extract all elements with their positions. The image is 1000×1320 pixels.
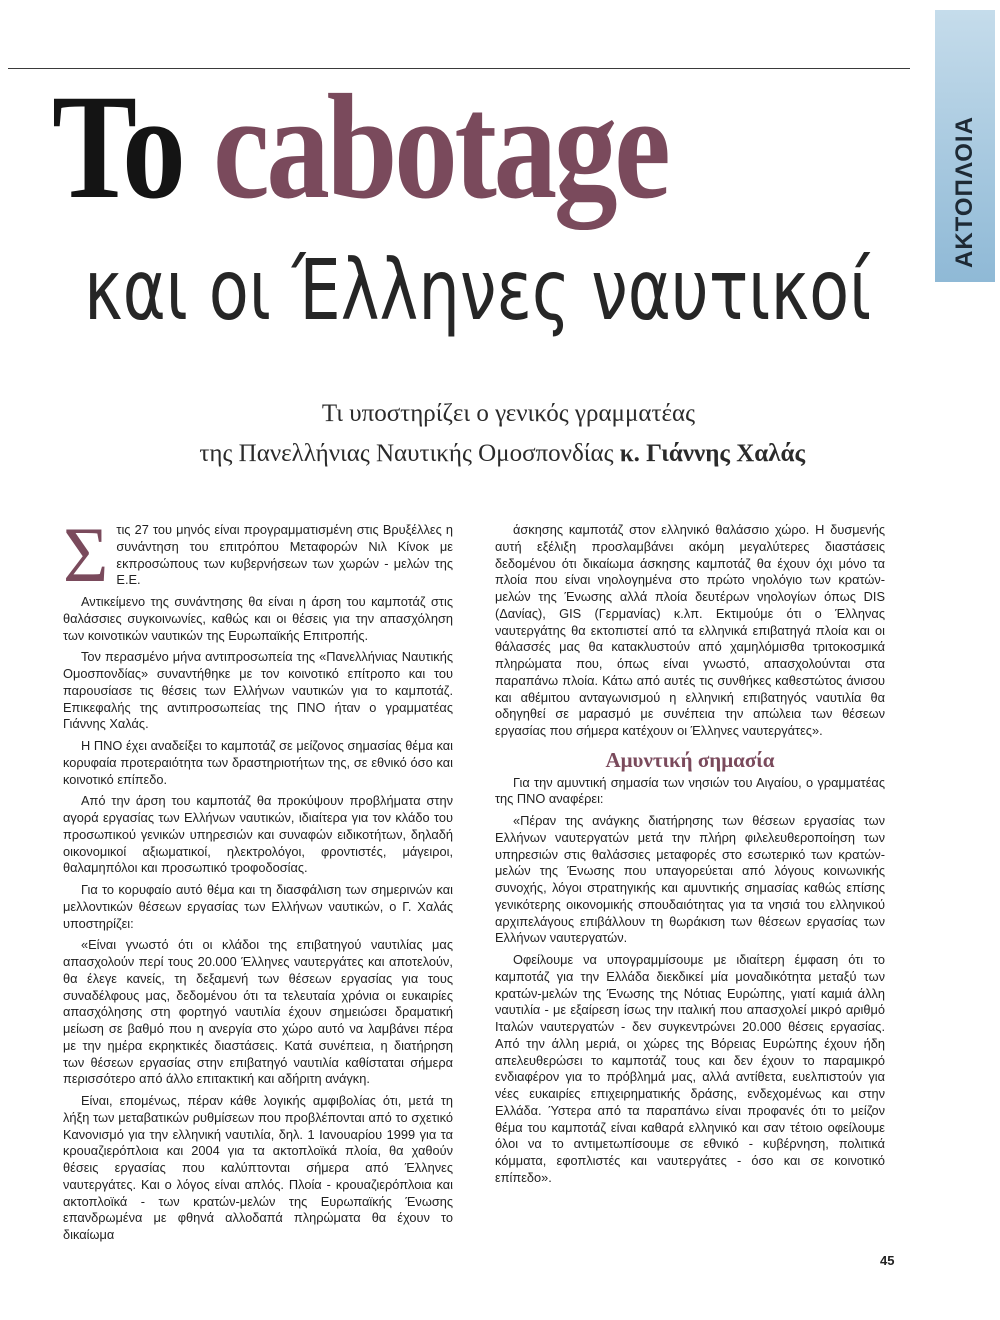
section-tab-label: ΑΚΤΟΠΛΟΙΑ xyxy=(951,116,978,268)
subtitle-line2 xyxy=(105,440,805,468)
article-paragraph: Για το κορυφαίο αυτό θέμα και τη διασφάλιση των σημερινών και μελλοντικών θέσεων εργασίας των Ελλήνων ναυτικών, ο Γ. Χαλάς υποστηρίζει: xyxy=(63,882,453,931)
article-paragraph: «Είναι γνωστό ότι οι κλάδοι της επιβατηγού ναυτιλίας μας απασχολούν περί τους 20.000 Έλληνες ναυτεργάτες και αποτελούν, θα έλεγε κανείς, τη δεξαμενή των θέσεων εργασίας για τους συναδέλφους μας, δεδομένου ότι τα τελευταία χρόνια οι ευκαιρίες απασχόλησης στη φορτηγό ναυτιλία έχουν σημειώσει δραματική μείωση σε βαθμό που η ανεργία στο χώρο αυτό να λαμβάνει πέρα με την ημέρα εκρηκτικές διαστάσεις. Κατά συνέπεια, η διατήρηση των θέσεων εργασίας στην επιβατηγό ναυτιλία καθίσταται σήμερα περισσότερο από άλλο επιτακτική και αδήριτη ανάγκη. xyxy=(63,937,453,1087)
article-paragraph: Από την άρση του καμποτάζ θα προκύψουν προβλήματα στην αγορά εργασίας των Ελλήνων ναυτικών, ιδιαίτερα για τον κλάδο του προσωπικού γενικών υπηρεσιών και συναφών ειδικοτήτων, δηλαδή οικονομικοί αξιωματικοί, ηλεκτρολόγοι, φροντιστές, μάγειροι, θαλαμηπόλοι και προσωπικό τροφοδοσίας. xyxy=(63,793,453,876)
headline-line2: και οι Έλληνες ναυτικοί xyxy=(84,241,872,339)
article-paragraph: «Πέραν της ανάγκης διατήρησης των θέσεων εργασίας των Ελλήνων ναυτεργατών μετά την πλήρη φιλελευθεροποίηση των υπηρεσιών στις θαλάσσιες μεταφορές στο εσωτερικό των κρατών-μελών της Ένωσης που υπαγορεύεται από λόγους κοινωνικής συνοχής, λόγοι στρατηγικής και αμυντικής σημασίας καθώς επίσης γενικότερης οικονομικής σπουδαιότητας για τα νησιά του ελληνικού αρχιπελάγους επιβάλλουν τη θωράκιση των θέσεων εργασίας των Ελλήνων ναυτεργατών. xyxy=(495,813,885,946)
page-number: 45 xyxy=(880,1253,895,1268)
subtitle-line1: Τι υποστηρίζει ο γενικός γραμματέας xyxy=(321,400,695,427)
article-paragraph: Αντικείμενο της συνάντησης θα είναι η άρση του καμποτάζ στις θαλάσσιες συγκοινωνίες, καθώς και οι θέσεις για την απασχόληση των κοινοτικών ναυτικών της Ευρωπαϊκής Επιτροπής. xyxy=(63,594,453,643)
article-paragraph xyxy=(63,511,453,598)
article-paragraph: Η ΠΝΟ έχει αναδείξει το καμποτάζ σε μείζονος σημασίας θέμα και κορυφαία προτεραιότητα των δραστηριοτήτων της, σε εθνικό όσο και κοινοτικό επίπεδο. xyxy=(63,738,453,787)
article-paragraph: Είναι, επομένως, πέραν κάθε λογικής αμφιβολίας ότι, μετά τη λήξη των μεταβατικών ρυθμίσεων που προβλέπονται από το σχετικό Κανονισμό για την ελληνική ναυτιλία, δηλ. 1 Ιανουαρίου 1999 για τα κρουαζιερόπλοια και 2004 για τα ακτοπλοϊκά πλοία, θα χαθούν θέσεις εργασίας που καλύπτονται σήμερα από Έλληνες ναυτεργάτες. Και ο λόγος είναι απλός. Πλοία - κρουαζιερόπλοια και ακτοπλοϊκά - των κρατών-μελών της Ευρωπαϊκής Ένωσης επανδρωμένα με φθηνά αλλοδαπά πληρώματα θα έχουν το δικαίωμα xyxy=(63,1093,453,1242)
drop-cap: Σ xyxy=(63,511,109,598)
article-paragraph: Για την αμυντική σημασία των νησιών του Αιγαίου, ο γραμματέας της ΠΝΟ αναφέρει: xyxy=(495,774,885,807)
section-subheading: Αμυντική σημασία xyxy=(605,747,775,772)
article-paragraph: Οφείλουμε να υπογραμμίσουμε με ιδιαίτερη έμφαση ότι το καμποτάζ για την Ελλάδα διεκδικεί μία μοναδικότητα μεταξύ των κρατών-μελών της Ένωσης της Νότιας Ευρώπης, γιατί καμιά άλλη ναυτιλία - με εξαίρεση ίσως την ιταλική που απασχολεί μικρό αριθμό Ιταλών ναυτεργατών - δεν συγκεντρώνει 20.000 θέσεις εργασίας. Από την άλλη μεριά, οι χώρες της Βόρειας Ευρώπης έχουν ήδη απελευθερώσει το καμποτάζ τους και δεν έχουν το παραμικρό ενδιαφέρον για το πρόβλημά μας, αλλά αντίθετα, ευελπιστούν για νέες ευκαιρίες επιχειρηματικής δράσης, ενδεχομένως και στην Ελλάδα. Ύστερα από τα παραπάνω είναι προφανές ότι το μείζον θέμα του καμποτάζ είναι καθαρά ελληνικό και σαν τέτοιο οφείλουμε όλοι να το αντιμετωπίσουμε σε εθνικό - κυβέρνηση, πολιτικά κόμματα, εφοπλιστές και ναυτεργάτες - όσο και σε κοινοτικό επίπεδο». xyxy=(495,952,885,1185)
article-column-right xyxy=(495,522,885,1192)
article-paragraph: Τον περασμένο μήνα αντιπροσωπεία της «Πανελλήνιας Ναυτικής Ομοσπονδίας» συναντήθηκε με τον κοινοτικό επίτροπο και του παρουσίασε τις θέσεις των Ελλήνων ναυτικών για το καμποτάζ. Επικεφαλής της αντιπροσωπείας της ΠΝΟ ήταν ο γραμματέας Γιάννης Χαλάς. xyxy=(63,649,453,732)
paragraph-text: τις 27 του μηνός είναι προγραμματισμένη στις Βρυξέλλες η συνάντηση του επιτρόπου Μεταφορών Νιλ Κίνοκ με εκπροσώπους των κυβερνήσεων των χωρών - μελών της Ε.Ε. xyxy=(116,522,453,588)
headline-word-to: Το xyxy=(52,64,183,230)
article-paragraph: άσκησης καμποτάζ στον ελληνικό θαλάσσιο χώρο. Η δυσμενής αυτή εξέλιξη προσλαμβάνει ακόμη μεγαλύτερες διαστάσεις δεδομένου ότι δικαίωμα άσκησης καμποτάζ θα έχουν όχι μόνο τα πλοία που είναι νηολογημένα στο πρώτο νηολόγιο των κρατών-μελών της Ένωσης αλλά πλοία δευτέρων νηολογίων όπως DIS (Δανίας), GIS (Γερμανίας) κ.λπ. Εκτιμούμε ότι ο Έλληνας ναυτεργάτης θα εκτοπιστεί από τα ελληνικά επιβατηγά πλοία και οι θάλασσές μας θα κατακλυστούν από χαμηλόμισθα τριτοκοσμικά πληρώματα που, όπως είναι γνωστό, απασχολούνται στα παραπάνω πλοία. Κάτω από αυτές τις συνθήκες καθεστώτος άνισου και αθέμιτου ανταγωνισμού η ελληνική επιβατηγός ναυτιλία θα οδηγηθεί σε μαρασμό με συνέπεια την απώλεια των θέσεων εργασίας που σήμερα κατέχουν οι Έλληνες ναυτεργάτες». xyxy=(495,522,885,738)
headline xyxy=(52,64,668,230)
article-column-left xyxy=(63,511,453,1249)
subtitle-person-name: κ. Γιάννης Χαλάς xyxy=(619,440,805,467)
subtitle-prefix: της Πανελλήνιας Ναυτικής Ομοσπονδίας xyxy=(199,440,620,467)
headline-word-cabotage: cabotage xyxy=(213,64,668,230)
section-tab xyxy=(935,10,995,282)
